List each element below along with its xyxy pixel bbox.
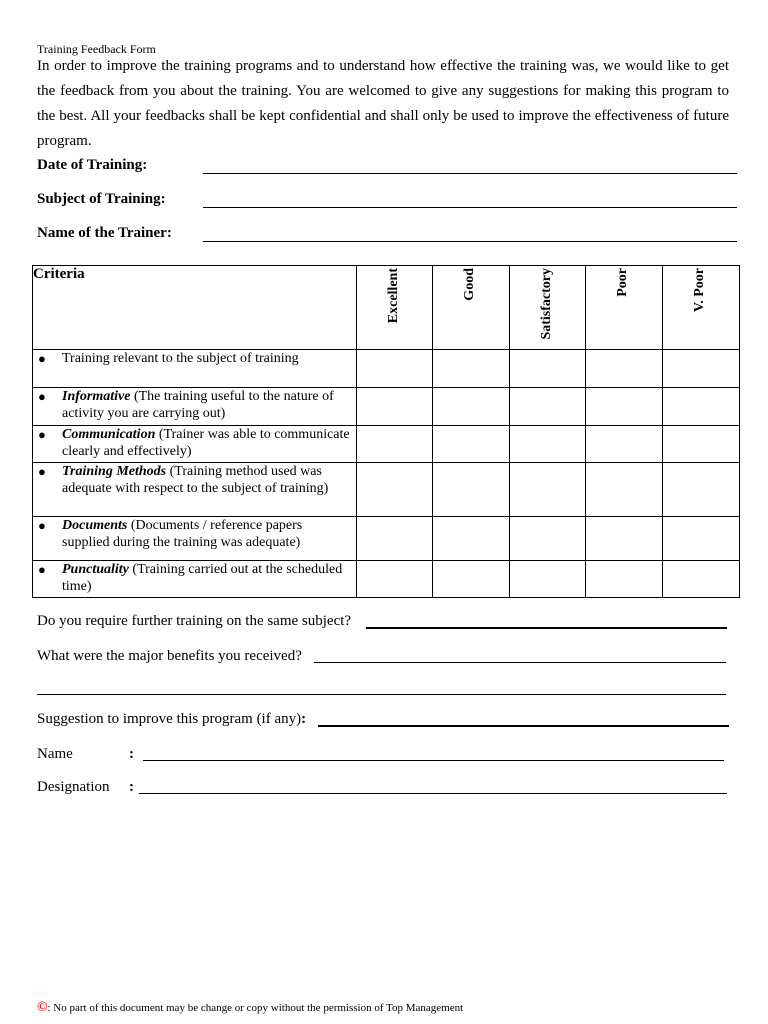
trainer-name-field[interactable] — [203, 241, 737, 242]
further-training-question: Do you require further training on the same subject? — [37, 613, 352, 629]
rating-cell[interactable] — [586, 517, 663, 561]
benefits-answer-field-continued[interactable] — [37, 694, 726, 695]
table-row — [33, 561, 740, 598]
benefits-answer-field[interactable] — [314, 662, 726, 663]
designation-colon: : — [129, 779, 134, 795]
rating-cell[interactable] — [663, 561, 740, 598]
rating-cell[interactable] — [510, 350, 586, 388]
rating-header-excellent: Excellent — [357, 266, 433, 350]
rating-header-v-poor: V. Poor — [663, 266, 740, 350]
table-header-row — [33, 266, 740, 350]
rating-cell[interactable] — [586, 463, 663, 517]
copyright-notice — [37, 1000, 463, 1016]
rating-cell[interactable] — [586, 561, 663, 598]
rating-cell[interactable] — [357, 350, 433, 388]
rating-cell[interactable] — [510, 426, 586, 463]
rating-cell[interactable] — [510, 517, 586, 561]
rating-cell[interactable] — [357, 388, 433, 426]
date-of-training-label: Date of Training: — [37, 157, 148, 173]
rating-cell[interactable] — [663, 517, 740, 561]
table-row — [33, 388, 740, 426]
rating-cell[interactable] — [510, 561, 586, 598]
criteria-rating-table — [32, 265, 740, 598]
criteria-header: Criteria — [33, 266, 357, 350]
rating-cell[interactable] — [510, 463, 586, 517]
copyright-text: : No part of this document may be change or copy without the permission of Top Management — [47, 1002, 464, 1014]
table-row — [33, 426, 740, 463]
name-label: Name — [37, 746, 73, 762]
rating-cell[interactable] — [433, 350, 510, 388]
criteria-cell: ● Communication (Trainer was able to communicate clearly and effectively) — [33, 426, 357, 463]
form-title: Training Feedback Form — [37, 42, 156, 56]
rating-cell[interactable] — [586, 388, 663, 426]
date-of-training-field[interactable] — [203, 173, 737, 174]
criteria-cell: ● Training Methods (Training method used was adequate with respect to the subject of training) — [33, 463, 357, 517]
rating-cell[interactable] — [433, 561, 510, 598]
rating-header-poor: Poor — [586, 266, 663, 350]
criteria-cell: ● Training relevant to the subject of training — [33, 350, 357, 388]
suggestion-answer-field[interactable] — [318, 725, 729, 727]
intro-paragraph: In order to improve the training programs and to understand how effective the training was, we would like to get the feedback from you about the training. You are welcomed to give any suggestions for making this program to the best. All your feedbacks shall be kept confidential and shall only be used to improve the effectiveness of future program. — [37, 58, 729, 149]
subject-of-training-field[interactable] — [203, 207, 737, 208]
rating-cell[interactable] — [433, 463, 510, 517]
rating-cell[interactable] — [663, 463, 740, 517]
suggestion-question: Suggestion to improve this program (if any): — [37, 711, 307, 727]
criteria-cell: ● Punctuality (Training carried out at the scheduled time) — [33, 561, 357, 598]
trainer-name-label: Name of the Trainer: — [37, 225, 172, 241]
designation-field[interactable] — [139, 793, 727, 794]
rating-cell[interactable] — [663, 426, 740, 463]
name-colon: : — [129, 746, 134, 762]
criteria-cell: ● Informative (The training useful to the nature of activity you are carrying out) — [33, 388, 357, 426]
table-row — [33, 350, 740, 388]
rating-cell[interactable] — [357, 426, 433, 463]
copyright-icon: © — [37, 1000, 48, 1015]
designation-label: Designation — [37, 779, 110, 795]
subject-of-training-label: Subject of Training: — [37, 191, 166, 207]
rating-cell[interactable] — [586, 350, 663, 388]
rating-cell[interactable] — [433, 426, 510, 463]
benefits-question: What were the major benefits you received? — [37, 648, 302, 664]
rating-header-satisfactory: Satisfactory — [510, 266, 586, 350]
name-field[interactable] — [143, 760, 724, 761]
rating-cell[interactable] — [433, 388, 510, 426]
rating-cell[interactable] — [357, 561, 433, 598]
rating-cell[interactable] — [433, 517, 510, 561]
rating-cell[interactable] — [510, 388, 586, 426]
rating-cell[interactable] — [663, 350, 740, 388]
rating-cell[interactable] — [357, 517, 433, 561]
criteria-cell: ● Documents (Documents / reference papers supplied during the training was adequate) — [33, 517, 357, 561]
further-training-answer-field[interactable] — [366, 627, 727, 629]
rating-header-good: Good — [433, 266, 510, 350]
rating-cell[interactable] — [663, 388, 740, 426]
rating-cell[interactable] — [586, 426, 663, 463]
rating-cell[interactable] — [357, 463, 433, 517]
table-row — [33, 463, 740, 517]
table-row — [33, 517, 740, 561]
